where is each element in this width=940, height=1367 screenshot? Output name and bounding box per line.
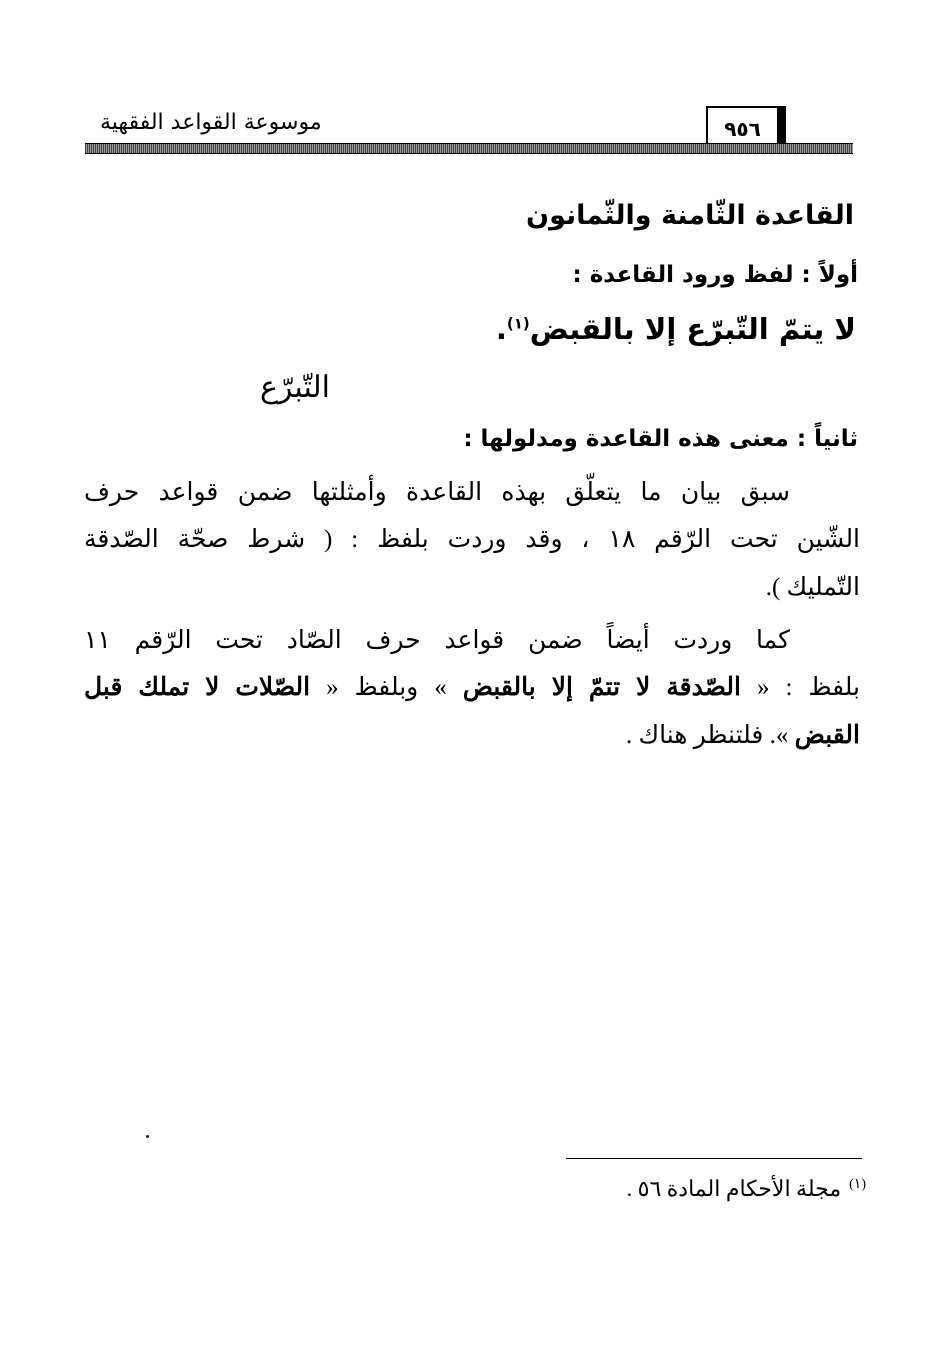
section-heading-second: ثانياً : معنى هذه القاعدة ومدلولها : — [463, 426, 858, 452]
paragraph-line: التّمليك ). — [765, 574, 860, 601]
stray-dot — [146, 1135, 149, 1138]
paragraph-line: كما وردت أيضاً ضمن قواعد حرف الصّاد تحت الرّقم ١١ — [84, 627, 790, 654]
footnote — [627, 1172, 866, 1206]
rule-statement-text: لا يتمّ التّبرّع إلا بالقبض — [529, 312, 856, 346]
footnote-rule — [566, 1158, 862, 1159]
bold-quote: القبض — [794, 722, 860, 749]
paragraph-line: سبق بيان ما يتعلّق بهذه القاعدة وأمثلتها ضمن قواعد حرف — [84, 479, 790, 506]
section-heading-first: أولاً : لفظ ورود القاعدة : — [572, 262, 858, 288]
paragraph-line — [84, 668, 860, 708]
bold-quote: الصّلات لا تملك قبل — [84, 674, 311, 701]
bold-quote: الصّدقة لا تتمّ إلا بالقبض — [462, 674, 741, 701]
page-number: ٩٥٦ — [706, 106, 786, 150]
header-rule — [85, 143, 853, 154]
footnote-marker: (١) — [506, 314, 530, 333]
running-title: موسوعة القواعد الفقهية — [100, 110, 322, 135]
keyword: التّبرّع — [259, 370, 330, 405]
rule-statement — [496, 308, 856, 350]
text-span: ». فلتنظر هناك . — [626, 722, 789, 749]
paragraph-line — [626, 716, 860, 756]
text-span: » وبلفظ « — [326, 674, 447, 701]
rule-heading: القاعدة الثّامنة والثّمانون — [526, 200, 854, 231]
text-span: بلفظ : « — [756, 674, 860, 701]
footnote-text: مجلة الأحكام المادة ٥٦ . — [626, 1176, 842, 1201]
footnote-number: (١) — [849, 1176, 866, 1192]
paragraph-line: الشّين تحت الرّقم ١٨ ، وقد وردت بلفظ : ( شرط صحّة الصّدقة — [84, 526, 861, 553]
rule-statement-end: . — [495, 312, 507, 346]
